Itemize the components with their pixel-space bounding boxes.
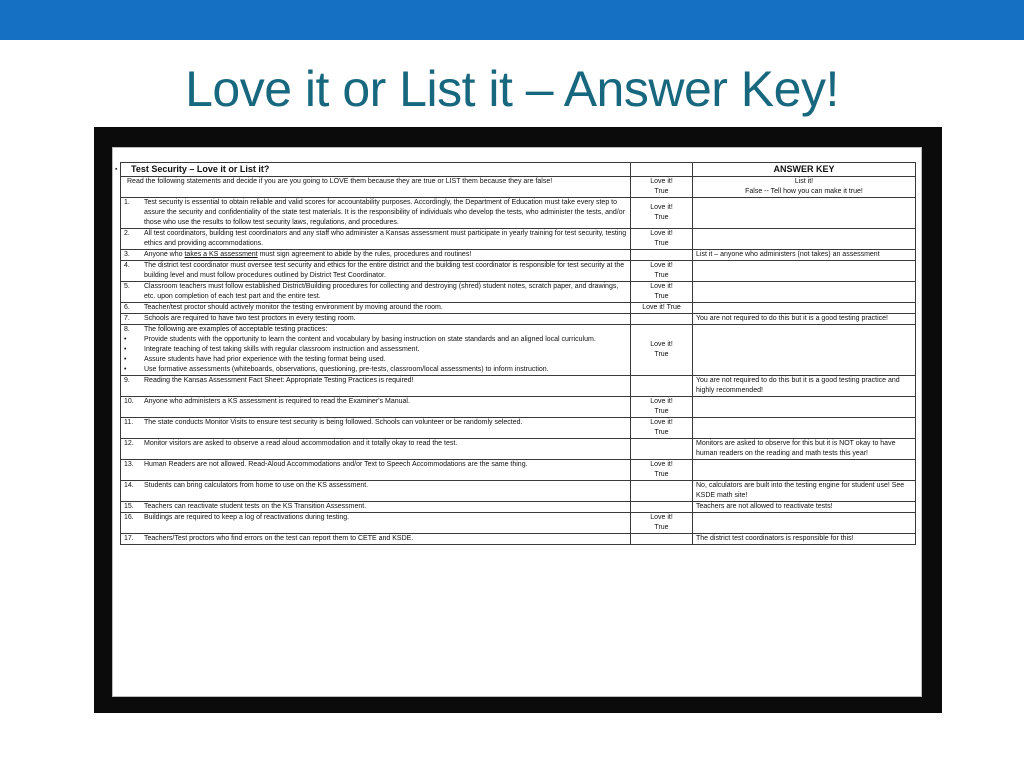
list-header: List it! False -- Tell how you can make it true! xyxy=(693,177,916,198)
bullet-icon: • xyxy=(124,346,127,353)
statement-text: Human Readers are not allowed. Read-Aloud Accommodations and/or Text to Speech Accommodations are the same thing. xyxy=(144,461,528,468)
statement-cell xyxy=(121,198,631,229)
table-title-row xyxy=(121,163,916,177)
table-row xyxy=(121,261,916,282)
table-row xyxy=(121,418,916,439)
statement-text: Schools are required to have two test proctors in every testing room. xyxy=(144,315,356,322)
statement-number: 5. xyxy=(124,283,130,290)
statement-number: 8. xyxy=(124,326,130,333)
list-it-cell: Teachers are not allowed to reactivate tests! xyxy=(693,502,916,513)
table-row xyxy=(121,513,916,534)
statement-text: Anyone who administers a KS assessment is required to read the Examiner's Manual. xyxy=(144,398,410,405)
statement-number: 7. xyxy=(124,315,130,322)
bullet-icon: • xyxy=(124,336,127,343)
statement-number: 6. xyxy=(124,304,130,311)
love-it-cell: Love it! True xyxy=(631,325,693,376)
statement-number: 3. xyxy=(124,251,130,258)
statement-text: All test coordinators, building test coordinators and any staff who administer a Kansas assessment must participate in yearly training for test security, testing ethics and providing accommodations. xyxy=(144,230,627,247)
list-it-cell: Monitors are asked to observe for this but it is NOT okay to have human readers on the reading and math tests this year! xyxy=(693,439,916,460)
list-it-cell xyxy=(693,418,916,439)
table-row xyxy=(121,376,916,397)
love-it-cell: Love it! True xyxy=(631,460,693,481)
love-it-cell xyxy=(631,314,693,325)
table-row xyxy=(121,314,916,325)
table-row xyxy=(121,325,916,376)
list-it-cell xyxy=(693,229,916,250)
statement-cell xyxy=(121,534,631,545)
statement-text: The following are examples of acceptable testing practices: xyxy=(144,326,328,333)
table-row xyxy=(121,250,916,261)
statement-text: Test security is essential to obtain reliable and valid scores for accountability purposes. Accordingly, the Department of Education must take every step to assure the security and confidentiality of the state test materials. It is the responsibility of individuals who develop the tests, who administer the tests, and/or those who use the results to follow test security laws, regulations, and procedures. xyxy=(144,199,625,226)
table-row xyxy=(121,397,916,418)
statement-cell xyxy=(121,376,631,397)
answer-key-document xyxy=(113,148,921,696)
list-it-cell xyxy=(693,325,916,376)
table-row xyxy=(121,481,916,502)
love-it-cell: Love it! True xyxy=(631,229,693,250)
statement-text: Teacher/test proctor should actively monitor the testing environment by moving around the room. xyxy=(144,304,443,311)
statement-number: 15. xyxy=(124,503,134,510)
statement-cell xyxy=(121,229,631,250)
love-it-cell: Love it! True xyxy=(631,303,693,314)
list-it-cell xyxy=(693,397,916,418)
list-it-cell: The district test coordinators is responsible for this! xyxy=(693,534,916,545)
bullet-icon: • xyxy=(124,366,127,373)
statement-number: 2. xyxy=(124,230,130,237)
statement-cell xyxy=(121,282,631,303)
statement-number: 12. xyxy=(124,440,134,447)
document-title: Test Security – Love it or List it? xyxy=(121,163,631,177)
love-it-cell: Love it! True xyxy=(631,198,693,229)
list-it-cell xyxy=(693,303,916,314)
answer-key-label: ANSWER KEY xyxy=(693,163,916,177)
answer-key-table xyxy=(120,162,916,545)
list-it-cell: No, calculators are built into the testing engine for student use! See KSDE math site! xyxy=(693,481,916,502)
list-it-cell: You are not required to do this but it is a good testing practice! xyxy=(693,314,916,325)
bullet-item: • Provide students with the opportunity to learn the content and vocabulary by basing instruction on state standards and an aligned local curriculum. xyxy=(124,336,596,343)
statement-cell xyxy=(121,397,631,418)
statement-text: The district test coordinator must oversee test security and ethics for the entire district and the building test coordinator is responsible for test security at the building level and must follow procedures outlined by District Test Coordinator. xyxy=(144,262,625,279)
bullet-icon: • xyxy=(124,356,127,363)
statement-text: Reading the Kansas Assessment Fact Sheet: Appropriate Testing Practices is required! xyxy=(144,377,414,384)
love-it-cell: Love it! True xyxy=(631,261,693,282)
list-it-cell xyxy=(693,460,916,481)
love-it-cell xyxy=(631,250,693,261)
love-it-cell: Love it! True xyxy=(631,397,693,418)
love-it-cell xyxy=(631,376,693,397)
statement-cell xyxy=(121,261,631,282)
instructions-row xyxy=(121,177,916,198)
love-it-cell xyxy=(631,439,693,460)
table-row xyxy=(121,439,916,460)
statement-cell xyxy=(121,502,631,513)
statement-cell xyxy=(121,303,631,314)
statement-text: The state conducts Monitor Visits to ensure test security is being followed. Schools can volunteer or be randomly selected. xyxy=(144,419,523,426)
bullet-item: • Assure students have had prior experience with the testing format being used. xyxy=(124,356,386,363)
list-it-cell xyxy=(693,513,916,534)
statement-text: Classroom teachers must follow established District/Building procedures for collecting and destroying (shred) student notes, scratch paper, and drawings, etc. upon completion of each test part and the entire test. xyxy=(144,283,619,300)
statement-number: 9. xyxy=(124,377,130,384)
statement-number: 1. xyxy=(124,199,130,206)
love-it-cell: Love it! True xyxy=(631,513,693,534)
statement-cell xyxy=(121,439,631,460)
statement-text: Teachers can reactivate student tests on the KS Transition Assessment. xyxy=(144,503,367,510)
statement-number: 17. xyxy=(124,535,134,542)
statement-cell xyxy=(121,325,631,376)
love-it-cell xyxy=(631,534,693,545)
statement-number: 16. xyxy=(124,514,134,521)
list-it-cell: You are not required to do this but it is a good testing practice and highly recommended! xyxy=(693,376,916,397)
list-it-cell xyxy=(693,261,916,282)
statement-text: Buildings are required to keep a log of reactivations during testing. xyxy=(144,514,350,521)
table-anchor-icon: ▪ xyxy=(115,166,118,173)
table-row xyxy=(121,282,916,303)
table-row xyxy=(121,534,916,545)
statement-text: Students can bring calculators from home to use on the KS assessment. xyxy=(144,482,369,489)
bullet-item: • Integrate teaching of test taking skills with regular classroom instruction and assessment. xyxy=(124,346,420,353)
statement-cell xyxy=(121,513,631,534)
statement-cell xyxy=(121,481,631,502)
statement-number: 11. xyxy=(124,419,134,426)
love-header: Love it! True xyxy=(631,177,693,198)
table-row xyxy=(121,198,916,229)
statement-number: 10. xyxy=(124,398,134,405)
statement-text: Teachers/Test proctors who find errors on the test can report them to CETE and KSDE. xyxy=(144,535,414,542)
top-accent-bar xyxy=(0,0,1024,40)
instructions: Read the following statements and decide if you are you going to LOVE them because they are true or LIST them because they are false! xyxy=(121,177,631,198)
statement-cell xyxy=(121,460,631,481)
statement-text: Monitor visitors are asked to observe a read aloud accommodation and it totally okay to read the test. xyxy=(144,440,458,447)
list-it-cell xyxy=(693,282,916,303)
table-row xyxy=(121,229,916,250)
statement-cell xyxy=(121,314,631,325)
statement-text: Anyone who takes a KS assessment must sign agreement to abide by the rules, procedures and routines! xyxy=(144,251,472,258)
slide-title: Love it or List it – Answer Key! xyxy=(185,61,839,117)
statement-number: 4. xyxy=(124,262,130,269)
statement-number: 14. xyxy=(124,482,134,489)
bullet-item: • Use formative assessments (whiteboards, observations, questioning, pre-tests, classroom/local assessments) to inform instruction. xyxy=(124,366,549,373)
table-row xyxy=(121,502,916,513)
statement-number: 13. xyxy=(124,461,134,468)
list-it-cell xyxy=(693,198,916,229)
love-it-cell xyxy=(631,481,693,502)
table-row xyxy=(121,460,916,481)
love-it-cell xyxy=(631,502,693,513)
statement-cell xyxy=(121,418,631,439)
love-it-cell: Love it! True xyxy=(631,282,693,303)
love-it-cell: Love it! True xyxy=(631,418,693,439)
list-it-cell: List it – anyone who administers (not takes) an assessment xyxy=(693,250,916,261)
table-row xyxy=(121,303,916,314)
statement-cell xyxy=(121,250,631,261)
